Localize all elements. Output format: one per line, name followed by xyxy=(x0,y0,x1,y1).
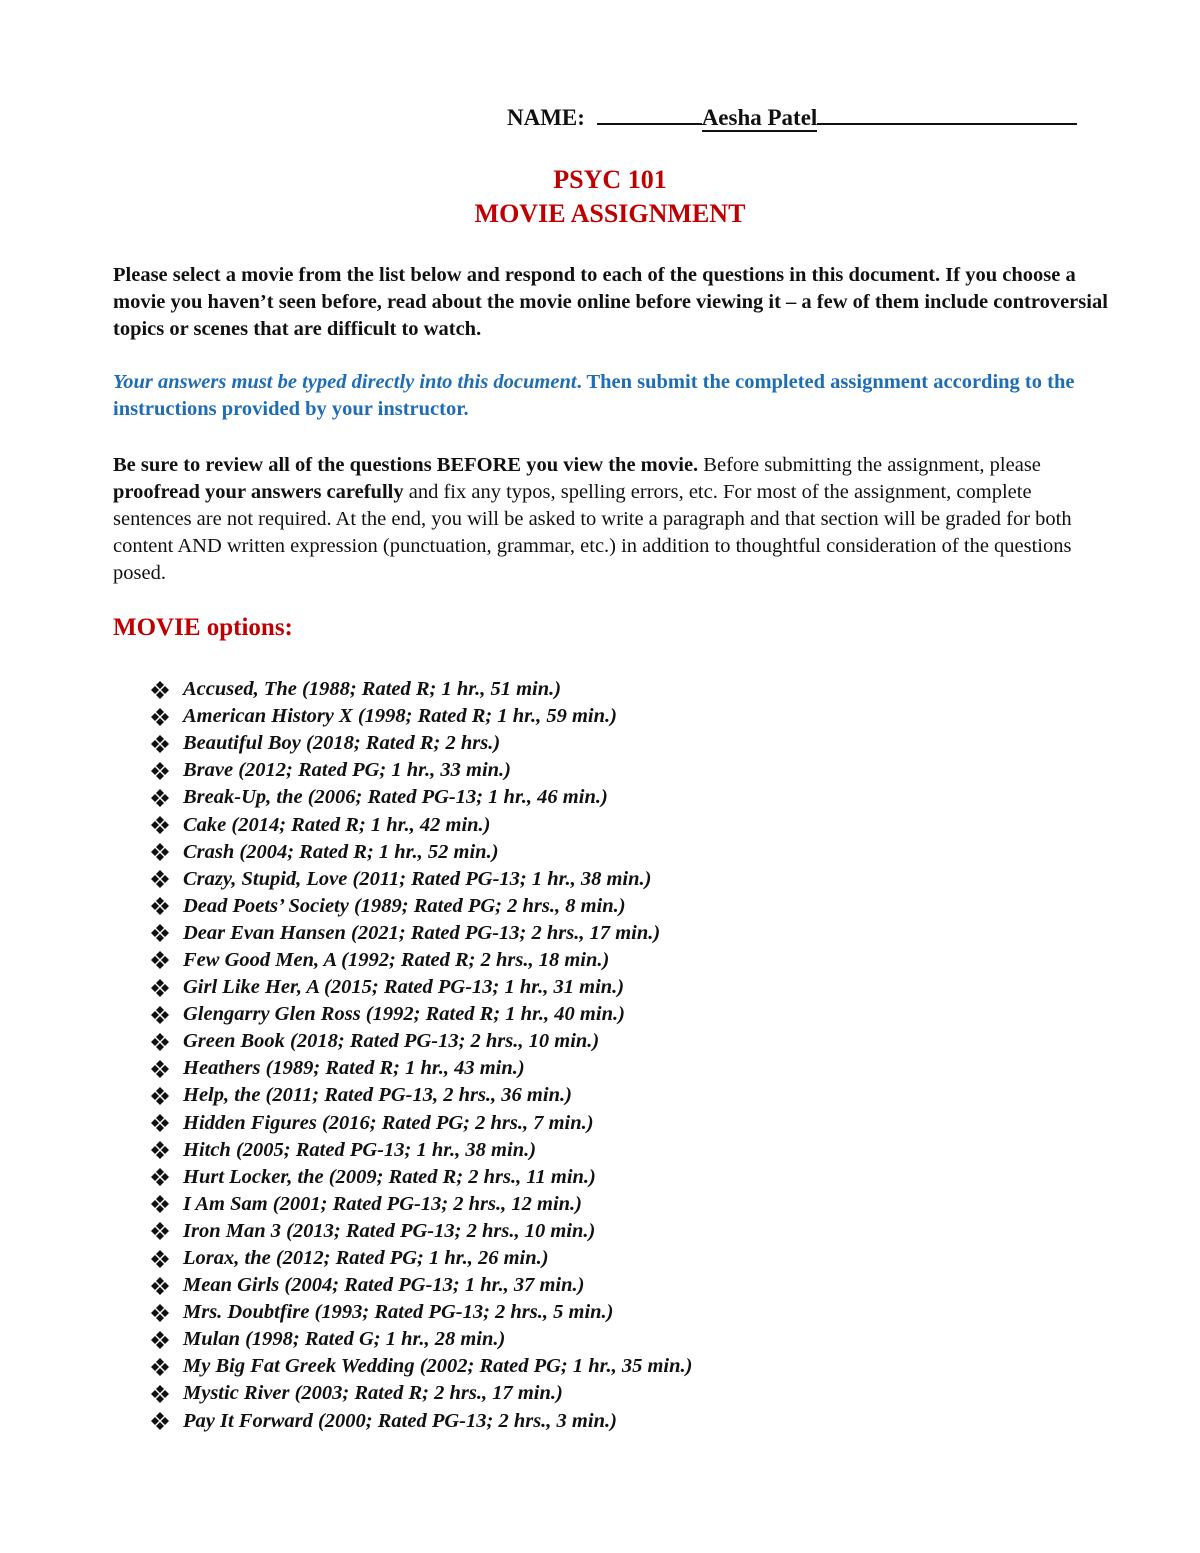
movie-title: Girl Like Her, A (2015; Rated PG-13; 1 hr., 31 min.) xyxy=(183,976,625,999)
typed-instructions-paragraph xyxy=(113,369,1113,423)
diamond-bullet-icon xyxy=(148,788,172,808)
diamond-bullet-icon xyxy=(148,680,172,700)
name-line xyxy=(507,101,1077,132)
movie-list-item xyxy=(148,1272,692,1299)
movie-title: Help, the (2011; Rated PG-13, 2 hrs., 36 min.) xyxy=(183,1084,572,1107)
movie-list-item xyxy=(148,893,692,920)
movie-title: Accused, The (1988; Rated R; 1 hr., 51 min.) xyxy=(183,678,562,701)
movie-title: Cake (2014; Rated R; 1 hr., 42 min.) xyxy=(183,813,491,836)
movie-list-item xyxy=(148,757,692,784)
diamond-bullet-icon xyxy=(148,1357,172,1377)
movie-title: Heathers (1989; Rated R; 1 hr., 43 min.) xyxy=(183,1057,525,1080)
movie-title: Few Good Men, A (1992; Rated R; 2 hrs., 18 min.) xyxy=(183,948,610,971)
diamond-bullet-icon xyxy=(148,1249,172,1269)
movie-list-item xyxy=(148,866,692,893)
movie-options-heading: MOVIE options: xyxy=(113,614,293,641)
diamond-bullet-icon xyxy=(148,1140,172,1160)
movie-title: Brave (2012; Rated PG; 1 hr., 33 min.) xyxy=(183,759,511,782)
name-blank-right xyxy=(817,101,1077,125)
review-bold: Be sure to review all of the questions BEFORE you view the movie. xyxy=(113,454,699,476)
movie-list-item xyxy=(148,730,692,757)
movie-list-item xyxy=(148,947,692,974)
movie-list-item xyxy=(148,1408,692,1435)
diamond-bullet-icon xyxy=(148,1303,172,1323)
movie-title: American History X (1998; Rated R; 1 hr., 59 min.) xyxy=(183,705,617,728)
movie-list-item xyxy=(148,1055,692,1082)
diamond-bullet-icon xyxy=(148,869,172,889)
diamond-bullet-icon xyxy=(148,1276,172,1296)
diamond-bullet-icon xyxy=(148,734,172,754)
intro-paragraph: Please select a movie from the list below and respond to each of the questions in this document. If you choose a movie you haven’t seen before, read about the movie online before viewing it – a few of them include controversial topics or scenes that are difficult to watch. xyxy=(113,264,1108,340)
movie-list-item xyxy=(148,811,692,838)
diamond-bullet-icon xyxy=(148,1005,172,1025)
movie-title: Mystic River (2003; Rated R; 2 hrs., 17 min.) xyxy=(183,1382,563,1405)
diamond-bullet-icon xyxy=(148,978,172,998)
movie-title: Dead Poets’ Society (1989; Rated PG; 2 hrs., 8 min.) xyxy=(183,894,626,917)
movie-title: Green Book (2018; Rated PG-13; 2 hrs., 10 min.) xyxy=(183,1030,600,1053)
diamond-bullet-icon xyxy=(148,1411,172,1431)
diamond-bullet-icon xyxy=(148,707,172,727)
proofread-bold: proofread your answers carefully xyxy=(113,481,404,503)
movie-list-item xyxy=(148,1353,692,1380)
diamond-bullet-icon xyxy=(148,1194,172,1214)
diamond-bullet-icon xyxy=(148,950,172,970)
movie-list-item xyxy=(148,839,692,866)
title-block xyxy=(300,163,920,231)
movie-title: Hitch (2005; Rated PG-13; 1 hr., 38 min.) xyxy=(183,1138,537,1161)
name-blank-left xyxy=(597,101,702,125)
movie-list-item xyxy=(148,1245,692,1272)
movie-list-item xyxy=(148,1110,692,1137)
movie-list-item xyxy=(148,784,692,811)
movie-list-item xyxy=(148,1164,692,1191)
movie-title: Beautiful Boy (2018; Rated R; 2 hrs.) xyxy=(183,732,501,755)
movie-list-item xyxy=(148,1326,692,1353)
movie-list-item xyxy=(148,1299,692,1326)
movie-title: Mrs. Doubtfire (1993; Rated PG-13; 2 hrs., 5 min.) xyxy=(183,1301,614,1324)
review-text-2: and fix any typos, spelling errors, etc. For most of the assignment, complete sentences are not required. At the end, you will be asked to write a paragraph and that section will be graded for both content AND written expression (punctuation, grammar, etc.) in addition to thoughtful consideration of the questions posed. xyxy=(113,481,1072,584)
diamond-bullet-icon xyxy=(148,761,172,781)
movie-list-item xyxy=(148,1218,692,1245)
diamond-bullet-icon xyxy=(148,1059,172,1079)
movie-title: Crash (2004; Rated R; 1 hr., 52 min.) xyxy=(183,840,499,863)
diamond-bullet-icon xyxy=(148,1221,172,1241)
movie-list-item xyxy=(148,974,692,1001)
movie-title: Hidden Figures (2016; Rated PG; 2 hrs., 7 min.) xyxy=(183,1111,594,1134)
movie-title: Crazy, Stupid, Love (2011; Rated PG-13; 1 hr., 38 min.) xyxy=(183,867,652,890)
typed-instructions-italic: Your answers must be typed directly into this document xyxy=(113,371,577,393)
movie-list-item xyxy=(148,1137,692,1164)
diamond-bullet-icon xyxy=(148,1113,172,1133)
diamond-bullet-icon xyxy=(148,1086,172,1106)
movie-title: Break-Up, the (2006; Rated PG-13; 1 hr., 46 min.) xyxy=(183,786,608,809)
review-text-1: Before submitting the assignment, please xyxy=(698,454,1041,476)
movie-list xyxy=(148,676,692,1435)
course-title: PSYC 101 xyxy=(553,165,667,194)
movie-title: Dear Evan Hansen (2021; Rated PG-13; 2 hrs., 17 min.) xyxy=(183,921,661,944)
name-value: Aesha Patel xyxy=(701,105,818,130)
movie-title: Lorax, the (2012; Rated PG; 1 hr., 26 min.) xyxy=(183,1247,549,1270)
diamond-bullet-icon xyxy=(148,1330,172,1350)
diamond-bullet-icon xyxy=(148,1032,172,1052)
diamond-bullet-icon xyxy=(148,842,172,862)
diamond-bullet-icon xyxy=(148,1167,172,1187)
diamond-bullet-icon xyxy=(148,896,172,916)
movie-list-item xyxy=(148,703,692,730)
typed-instructions-rest: . Then submit the completed assignment according to the instructions provided by your instructor. xyxy=(113,371,1075,420)
movie-list-item xyxy=(148,920,692,947)
movie-list-item xyxy=(148,676,692,703)
review-paragraph xyxy=(113,452,1113,587)
movie-list-item xyxy=(148,1191,692,1218)
diamond-bullet-icon xyxy=(148,1384,172,1404)
movie-title: Mulan (1998; Rated G; 1 hr., 28 min.) xyxy=(183,1328,506,1351)
movie-list-item xyxy=(148,1001,692,1028)
movie-list-item xyxy=(148,1082,692,1109)
movie-title: My Big Fat Greek Wedding (2002; Rated PG; 1 hr., 35 min.) xyxy=(183,1355,693,1378)
diamond-bullet-icon xyxy=(148,923,172,943)
assignment-title: MOVIE ASSIGNMENT xyxy=(474,199,746,228)
movie-title: Iron Man 3 (2013; Rated PG-13; 2 hrs., 10 min.) xyxy=(183,1219,596,1242)
movie-list-item xyxy=(148,1028,692,1055)
name-label: NAME: xyxy=(507,105,585,130)
movie-title: Mean Girls (2004; Rated PG-13; 1 hr., 37 min.) xyxy=(183,1274,585,1297)
diamond-bullet-icon xyxy=(148,815,172,835)
movie-title: Pay It Forward (2000; Rated PG-13; 2 hrs., 3 min.) xyxy=(183,1409,617,1432)
movie-list-item xyxy=(148,1380,692,1407)
movie-title: Hurt Locker, the (2009; Rated R; 2 hrs., 11 min.) xyxy=(183,1165,596,1188)
movie-title: I Am Sam (2001; Rated PG-13; 2 hrs., 12 min.) xyxy=(183,1192,583,1215)
movie-title: Glengarry Glen Ross (1992; Rated R; 1 hr., 40 min.) xyxy=(183,1003,625,1026)
